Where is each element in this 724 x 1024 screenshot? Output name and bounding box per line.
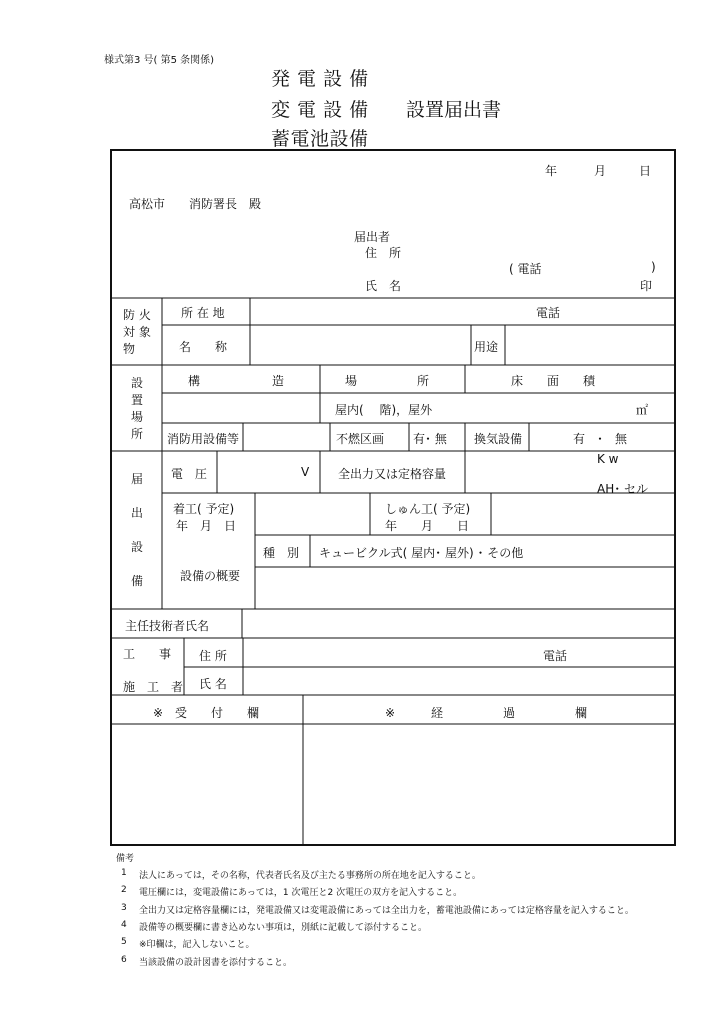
contractor-label-top: 工 事 <box>123 647 172 661</box>
target-group-label-1: 防 火 <box>123 308 151 322</box>
site-group-label-3: 場 <box>130 410 143 424</box>
capacity-unit-ah: AH･ セル <box>597 482 649 496</box>
note-text: 当該設備の設計図書を添付すること。 <box>139 958 293 968</box>
engineer-name-label: 主任技術者氏名 <box>125 619 210 633</box>
start-date-placeholder: 年 月 日 <box>176 519 237 533</box>
note-text: 電圧欄には，変電設備にあっては，1 次電圧と2 次電圧の双方を記入すること。 <box>139 888 463 898</box>
form-number: 様式第3 号( 第5 条関係) <box>104 55 215 66</box>
type-label: 種 別 <box>263 546 300 560</box>
reception-column-label: ※ 受 付 欄 <box>153 706 260 720</box>
completion-date-label: しゅん工( 予定) <box>385 502 471 516</box>
applicant-name-label: 氏 名 <box>365 279 402 293</box>
fire-equipment-label: 消防用設備等 <box>167 432 240 446</box>
ventilation-label: 換気設備 <box>474 432 523 446</box>
notes-title: 備考 <box>116 854 135 864</box>
note-number: 6 <box>121 955 127 965</box>
target-group-label-3: 物 <box>123 342 136 356</box>
overview-label: 設備の概要 <box>180 569 241 583</box>
contractor-phone-label: 電話 <box>543 649 568 663</box>
completion-date-placeholder: 年 月 日 <box>385 519 470 533</box>
structure-label: 構 造 <box>188 374 285 388</box>
note-number: 2 <box>121 885 127 895</box>
floor-area-label: 床 面 積 <box>511 374 596 388</box>
note-number: 4 <box>121 920 127 930</box>
seal-mark: 印 <box>640 279 653 293</box>
date-year: 年 <box>545 164 558 178</box>
start-date-label: 着工( 予定) <box>173 502 235 516</box>
equipment-group-label-3: 設 <box>130 540 143 554</box>
location-phone-label: 電話 <box>536 306 561 320</box>
capacity-unit-kw: K w <box>597 452 619 466</box>
contractor-name-label: 氏 名 <box>199 677 227 691</box>
note-text: 法人にあっては，その名称，代表者氏名及び主たる事務所の所在地を記入すること。 <box>139 871 481 881</box>
title-line-battery: 蓄電池設備 <box>271 128 369 150</box>
location-label: 所 在 地 <box>181 306 225 320</box>
indoor-outdoor-label: 屋内( 階)，屋外 <box>335 403 433 417</box>
applicant-label: 届出者 <box>354 230 391 244</box>
capacity-label: 全出力又は定格容量 <box>338 467 447 481</box>
contractor-address-label: 住 所 <box>199 649 227 663</box>
type-options: キュービクル式( 屋内･ 屋外) ･ その他 <box>319 546 524 560</box>
applicant-phone-close: ) <box>651 260 656 274</box>
place-label: 場 所 <box>345 374 430 388</box>
title-line-generation: 発 電 設 備 <box>271 68 369 90</box>
date-month: 月 <box>594 164 607 178</box>
applicant-address-label: 住 所 <box>365 246 402 260</box>
contractor-label-bottom: 施 工 者 <box>123 680 184 694</box>
date-day: 日 <box>639 164 652 178</box>
voltage-label: 電 圧 <box>171 467 208 481</box>
equipment-group-label-4: 備 <box>130 574 143 588</box>
site-group-label-4: 所 <box>130 427 143 441</box>
title-line-substation: 変 電 設 備 <box>271 99 369 121</box>
voltage-unit: V <box>301 465 310 479</box>
site-group-label-2: 置 <box>130 393 143 407</box>
applicant-phone-label: ( 電話 <box>509 262 542 276</box>
equipment-group-label-2: 出 <box>130 506 143 520</box>
recipient: 高松市 消防署長 殿 <box>129 197 262 211</box>
note-number: 1 <box>121 868 127 878</box>
area-unit: ㎡ <box>636 403 649 417</box>
building-name-label: 名 称 <box>179 340 228 354</box>
note-text: ※印欄は，記入しないこと。 <box>139 940 255 950</box>
note-text: 全出力又は定格容量欄には，発電設備又は変電設備にあっては全出力を，蓄電池設備にあっては定格容量を記入すること。 <box>139 906 634 916</box>
note-text: 設備等の概要欄に書き込めない事項は，別紙に記載して添付すること。 <box>139 923 428 933</box>
building-use-label: 用途 <box>474 340 499 354</box>
ventilation-value: 有 ･ 無 <box>573 432 628 446</box>
progress-column-label: ※ 経 過 欄 <box>385 706 588 720</box>
fireproof-section-value: 有･ 無 <box>413 432 447 446</box>
fireproof-section-label: 不燃区画 <box>336 432 385 446</box>
note-number: 5 <box>121 937 127 947</box>
form-table <box>110 149 676 846</box>
equipment-group-label-1: 届 <box>130 472 143 486</box>
title-suffix: 設置届出書 <box>406 99 502 121</box>
site-group-label-1: 設 <box>130 376 143 390</box>
note-number: 3 <box>121 903 127 913</box>
target-group-label-2: 対 象 <box>123 325 151 339</box>
